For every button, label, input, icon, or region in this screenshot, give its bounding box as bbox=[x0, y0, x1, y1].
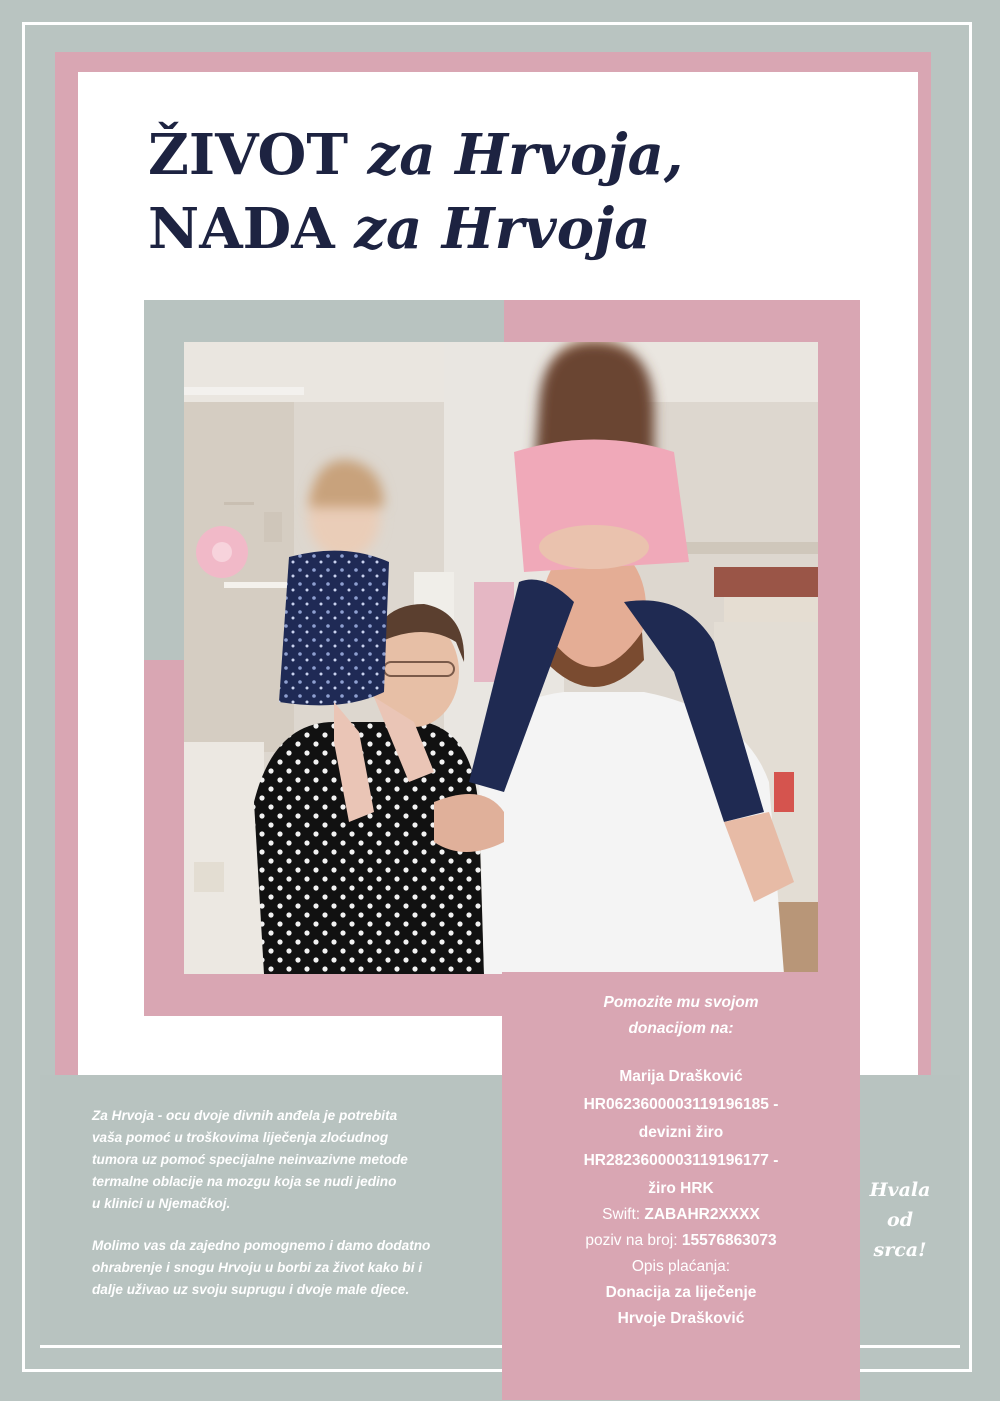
account-holder-name: Marija Drašković bbox=[619, 1068, 743, 1085]
shelf-items bbox=[714, 567, 818, 597]
title-za-hrvoja-2: za Hrvoja bbox=[354, 196, 651, 262]
thanks-line-1: Hvala bbox=[869, 1179, 931, 1201]
appeal-line: Za Hrvoja - ocu dvoje divnih anđela je potrebita bbox=[92, 1108, 398, 1123]
reference-value: 15576863073 bbox=[681, 1232, 777, 1249]
iban-hrk: HR2823600003119196177 - bbox=[583, 1152, 779, 1169]
payment-description-1: Donacija za liječenje bbox=[605, 1284, 757, 1301]
swift-value: ZABAHR2XXXX bbox=[644, 1206, 760, 1223]
appeal-line: Molimo vas da zajedno pomognemo i damo dodatno bbox=[92, 1238, 431, 1253]
title-zivot: ŽIVOT bbox=[148, 122, 348, 188]
appeal-paragraph-2 bbox=[92, 1235, 502, 1301]
title-nada: NADA bbox=[148, 196, 335, 262]
poster-title bbox=[148, 118, 683, 266]
donation-heading-2: donacijom na: bbox=[628, 1020, 734, 1037]
thanks-line-3: srca! bbox=[873, 1239, 927, 1261]
iban-foreign-label: devizni žiro bbox=[638, 1124, 724, 1141]
title-za-hrvoja-1: za Hrvoja, bbox=[367, 122, 684, 188]
appeal-line: vaša pomoć u troškovima liječenja zloćudnog bbox=[92, 1130, 389, 1145]
thank-you-note bbox=[858, 1175, 942, 1265]
toddler-dress bbox=[279, 551, 389, 706]
appeal-line: ohrabrenje i snogu Hrvoju u borbi za život kako bi i bbox=[92, 1260, 423, 1275]
thanks-line-2: od bbox=[887, 1209, 913, 1231]
appeal-line: dalje uživao uz svoju suprugu i dvoje male djece. bbox=[92, 1282, 410, 1297]
payment-description-label: Opis plaćanja: bbox=[631, 1258, 731, 1275]
donation-heading-1: Pomozite mu svojom bbox=[603, 994, 759, 1011]
donation-info-box bbox=[502, 972, 860, 1400]
reference-row bbox=[502, 1232, 860, 1250]
appeal-paragraph-1 bbox=[92, 1105, 502, 1215]
iban-foreign: HR0623600003119196185 - bbox=[583, 1096, 779, 1113]
appeal-text bbox=[92, 1105, 502, 1321]
swift-label: Swift: bbox=[602, 1206, 641, 1223]
title-line-2 bbox=[148, 196, 651, 262]
iban-hrk-label: žiro HRK bbox=[648, 1180, 714, 1197]
appeal-line: tumora uz pomoć specijalne neinvazivne metode bbox=[92, 1152, 408, 1167]
family-photo bbox=[184, 342, 818, 974]
title-line-1 bbox=[148, 122, 683, 188]
appeal-line: u klinici u Njemačkoj. bbox=[92, 1196, 231, 1211]
payment-description-2: Hrvoje Drašković bbox=[617, 1310, 745, 1327]
reference-label: poziv na broj: bbox=[585, 1232, 678, 1249]
appeal-line: termalne oblacije na mozgu koja se nudi jedino bbox=[92, 1174, 397, 1189]
swift-row bbox=[502, 1206, 860, 1224]
